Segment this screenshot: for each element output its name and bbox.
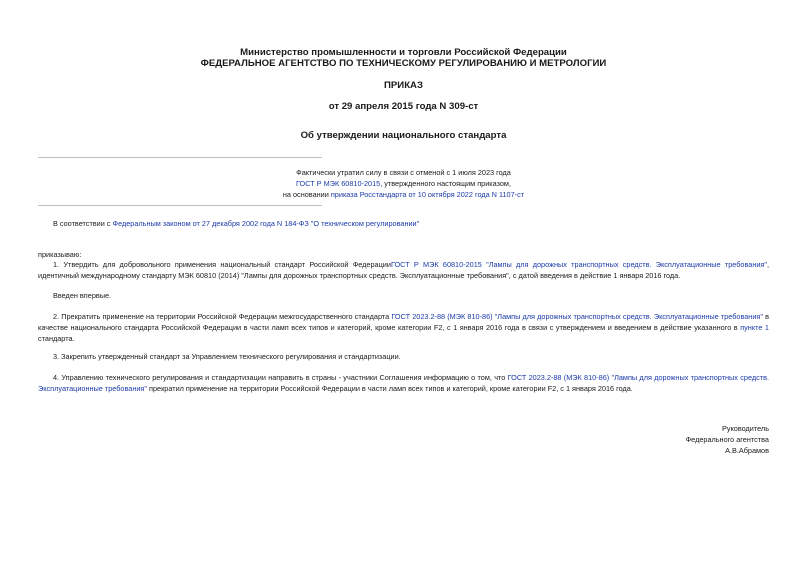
item-2-clause-link[interactable]: пункте 1 — [740, 323, 769, 332]
item-4-paragraph — [38, 372, 769, 394]
document-date-number: от 29 апреля 2015 года N 309-ст — [328, 101, 479, 112]
signature-agency: Федерального агентства — [685, 435, 769, 444]
item-2-text-b: в качестве национального стандарта Российской Федерации в части ламп всех типов и категорий, кроме категории F2, с 1 января 2016 года в связи с утверждением и введением в действие указанного в — [38, 312, 770, 332]
first-time-text: Введен впервые. — [53, 291, 112, 300]
item-3-paragraph — [38, 351, 769, 362]
status-note-line3 — [0, 189, 807, 200]
item-2-paragraph — [38, 311, 769, 344]
item-4-standard-link[interactable]: ГОСТ 2023.2-88 (МЭК 810-86) "Лампы для дорожных транспортных средств. Эксплуатационные требования" — [38, 373, 769, 393]
status-note-standard-link[interactable]: ГОСТ Р МЭК 60810-2015 — [296, 179, 381, 188]
signature-name: А.В.Абрамов — [725, 446, 769, 455]
item-4-text-b: прекратил применение на территории Российской Федерации в части ламп всех типов и категорий, кроме категории F2, с 1 января 2016 года. — [146, 384, 633, 393]
item-4-text-a: 4. Управлению технического регулирования и стандартизации направить в страны - участники Соглашения информацию о том, что — [53, 373, 508, 382]
federal-law-link[interactable]: Федеральным законом от 27 декабря 2002 года N 184-ФЗ "О техническом регулировании" — [112, 219, 420, 228]
signature-block — [686, 423, 769, 456]
agency-title: ФЕДЕРАЛЬНОЕ АГЕНТСТВО ПО ТЕХНИЧЕСКОМУ РЕГУЛИРОВАНИЮ И МЕТРОЛОГИИ — [200, 58, 607, 69]
status-note-line2-text: , утвержденного настоящим приказом, — [380, 179, 511, 188]
status-note-line3-text: на основании — [282, 190, 331, 199]
status-note-order-link[interactable]: приказа Росстандарта от 10 октября 2022 года N 1107-ст — [330, 190, 525, 199]
divider-bottom — [38, 205, 322, 206]
first-time-paragraph — [38, 290, 769, 301]
status-note-line1: Фактически утратил силу в связи с отменой с 1 июля 2023 года — [296, 168, 511, 177]
signature-position: Руководитель — [721, 424, 769, 433]
intro-text: В соответствии с — [53, 219, 113, 228]
item-1-paragraph — [38, 259, 769, 281]
item-2-standard-link[interactable]: ГОСТ 2023.2-88 (МЭК 810-86) "Лампы для дорожных транспортных средств. Эксплуатационные требования" — [391, 312, 763, 321]
item-1-text-b: , идентичный международному стандарту МЭК 60810 (2014) "Лампы для дорожных транспортных средств. Эксплуатационные требования", с датой введения в действие 1 января 2016 года. — [38, 260, 769, 280]
item-2-text-a: 2. Прекратить применение на территории Российской Федерации межгосударственного стандарта — [53, 312, 392, 321]
item-1-text-a: 1. Утвердить для добровольного применения национальный стандарт Российской Федерации — [53, 260, 391, 269]
status-note-line2 — [0, 178, 807, 189]
item-3-text: 3. Закрепить утвержденный стандарт за Управлением технического регулирования и стандартизации. — [53, 352, 401, 361]
divider-top — [38, 157, 322, 158]
document-subject: Об утверждении национального стандарта — [300, 130, 507, 141]
item-2-text-c: стандарта. — [38, 334, 75, 343]
order-word-text: приказываю: — [38, 250, 82, 259]
intro-paragraph — [38, 218, 769, 229]
item-1-standard-link[interactable]: ГОСТ Р МЭК 60810-2015 "Лампы для дорожных транспортных средств. Эксплуатационные требования" — [390, 260, 767, 269]
ministry-title: Министерство промышленности и торговли Российской Федерации — [240, 47, 567, 58]
document-type: ПРИКАЗ — [384, 80, 423, 91]
